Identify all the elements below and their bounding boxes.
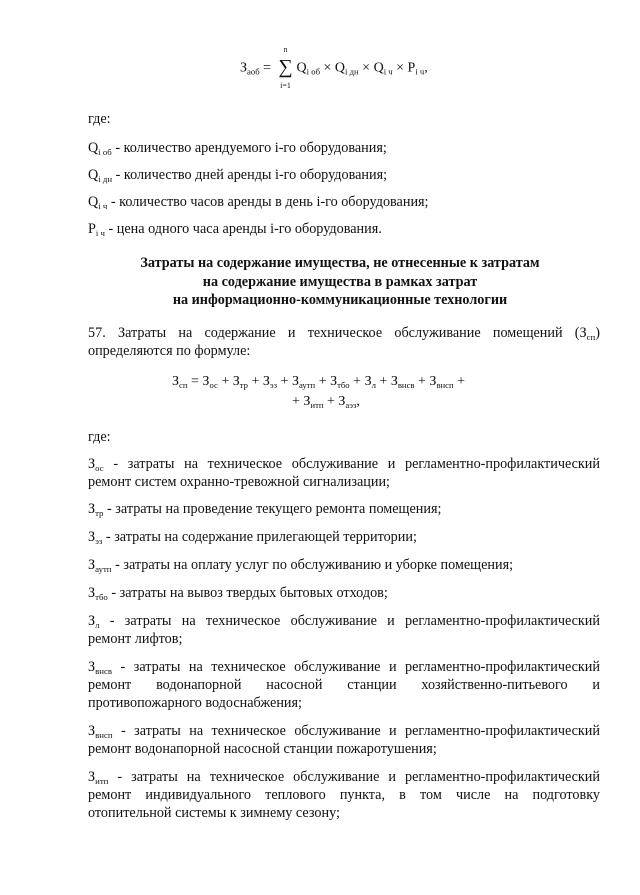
formula-symbol: З <box>202 374 210 389</box>
definition-symbol: З <box>88 585 96 601</box>
where-label: где: <box>88 429 111 445</box>
formula-symbol: З <box>390 374 398 389</box>
formula-subscript: i ч <box>415 66 425 77</box>
formula-symbol: Q <box>296 60 307 76</box>
formula-subscript: аэз <box>345 400 357 411</box>
definition-symbol: З <box>88 557 96 573</box>
formula-subscript: тр <box>239 380 248 391</box>
definition-symbol: З <box>88 723 96 739</box>
formula-subscript: сп <box>179 380 188 391</box>
formula-subscript: внсп <box>436 380 454 391</box>
definition-text: - затраты на вывоз твердых бытовых отходов; <box>107 585 388 601</box>
formula-operator: = <box>187 374 203 389</box>
formula-operator: × <box>392 60 408 76</box>
definition-text: - затраты на техническое обслуживание и регламентно-профилактический <box>112 723 600 739</box>
definition-text: - цена одного часа аренды i-го оборудования. <box>104 221 382 237</box>
formula-subscript: аутп <box>299 380 316 391</box>
definition-symbol: Q <box>88 140 99 156</box>
formula-symbol: З <box>364 374 372 389</box>
sum-lower-limit: i=1 <box>280 80 291 90</box>
definition-text: - количество часов аренды в день i-го оборудования; <box>107 194 429 210</box>
definition-subscript: аутп <box>95 564 112 575</box>
definition-z-vnsv-cont2: противопожарного водоснабжения; <box>88 695 302 711</box>
formula-subscript: аоб <box>247 66 260 77</box>
definition-subscript: ос <box>95 463 104 474</box>
formula-operator: + <box>292 394 304 409</box>
formula-subscript: тбо <box>337 380 350 391</box>
definition-q-ch <box>88 193 429 211</box>
formula-symbol: З <box>291 374 299 389</box>
definition-symbol: Q <box>88 167 99 183</box>
definition-symbol: З <box>88 613 96 629</box>
definition-p-ch <box>88 220 382 238</box>
definition-symbol: З <box>88 456 96 472</box>
definition-symbol: З <box>88 529 96 545</box>
definition-subscript: i об <box>98 147 112 158</box>
formula-symbol: З <box>240 60 248 76</box>
definition-z-tbo <box>88 584 388 602</box>
definition-symbol: З <box>88 769 96 785</box>
paragraph-text: 57. Затраты на содержание и техническое обслуживание помещений (З <box>88 325 587 341</box>
definition-subscript: тр <box>95 508 104 519</box>
formula-operator: + <box>375 374 391 389</box>
heading-line: на содержание имущества в рамках затрат <box>202 273 478 290</box>
definition-z-os-cont: ремонт систем охранно-тревожной сигнализации; <box>88 474 390 490</box>
definition-text: - затраты на техническое обслуживание и регламентно-профилактический <box>99 613 600 629</box>
definition-z-autp <box>88 556 513 574</box>
paragraph-text: ) <box>595 325 600 341</box>
formula-subscript: ос <box>209 380 218 391</box>
paragraph-subscript: сп <box>586 332 596 343</box>
sum-upper-limit: n <box>283 45 288 54</box>
formula-symbol: З <box>330 374 338 389</box>
formula-symbol: Q <box>373 60 384 76</box>
definition-text: - количество арендуемого i-го оборудования; <box>111 140 387 156</box>
heading-line: на информационно-коммуникационные технологии <box>172 292 508 309</box>
definition-text: - затраты на оплату услуг по обслуживанию и уборке помещения; <box>111 557 514 573</box>
definition-subscript: внсп <box>95 730 113 741</box>
formula-operator: + <box>217 374 233 389</box>
formula-operator: + <box>315 374 331 389</box>
formula-symbol: З <box>262 374 270 389</box>
definition-subscript: л <box>95 620 100 631</box>
definition-z-vnsp-cont: ремонт водонапорной насосной станции пожаротушения; <box>88 741 437 757</box>
definition-text: - количество дней аренды i-го оборудования; <box>112 167 388 183</box>
definition-q-ob <box>88 139 387 157</box>
definition-text: - затраты на техническое обслуживание и регламентно-профилактический <box>108 769 600 785</box>
formula-subscript: итп <box>310 400 324 411</box>
formula-operator: + <box>248 374 263 389</box>
formula-subscript: i об <box>306 66 320 77</box>
definition-z-l <box>88 612 600 630</box>
definition-subscript: внсв <box>95 666 113 677</box>
formula-operator: + <box>277 374 292 389</box>
definition-subscript: эз <box>95 536 103 547</box>
definition-subscript: i ч <box>98 201 108 212</box>
definition-z-itp-cont2: отопительной системы к зимнему сезону; <box>88 805 340 821</box>
sum-symbol: ∑ <box>278 56 293 78</box>
formula-operator: + <box>453 374 466 389</box>
formula-subscript: i ч <box>383 66 393 77</box>
formula-operator: + <box>414 374 430 389</box>
formula-symbol: З <box>172 374 180 389</box>
formula-symbol: Q <box>334 60 346 76</box>
definition-z-vnsv-cont: ремонт водонапорной насосной станции хозяйственно-питьевого и <box>88 677 600 693</box>
heading-line: Затраты на содержание имущества, не отнесенные к затратам <box>140 255 540 271</box>
definition-z-l-cont: ремонт лифтов; <box>88 631 183 647</box>
formula-subscript: эз <box>269 380 278 391</box>
definition-text: - затраты на техническое обслуживание и регламентно-профилактический <box>112 659 600 675</box>
definition-z-os <box>88 455 600 473</box>
formula-operator: × <box>358 60 374 76</box>
paragraph-57-line1 <box>88 324 600 342</box>
formula-operator: × <box>319 60 335 76</box>
definition-z-itp <box>88 768 600 786</box>
formula-sp-row2 <box>292 393 360 411</box>
formula-operator: + <box>323 394 339 409</box>
sum-sign <box>276 45 296 90</box>
definition-text: - затраты на техническое обслуживание и регламентно-профилактический <box>103 456 600 472</box>
formula-symbol: З <box>429 374 437 389</box>
formula-symbol: P <box>407 60 416 76</box>
formula-subscript: л <box>371 380 376 391</box>
formula-operator: = <box>259 60 275 76</box>
formula-subscript: внсв <box>397 380 415 391</box>
definition-subscript: i ч <box>95 228 105 239</box>
definition-q-dn <box>88 166 387 184</box>
formula-symbol: З <box>232 374 240 389</box>
definition-subscript: тбо <box>95 592 108 603</box>
formula-punctuation: , <box>424 60 428 76</box>
definition-text: - затраты на содержание прилегающей территории; <box>102 529 417 545</box>
paragraph-57-line2: определяются по формуле: <box>88 343 251 359</box>
formula-subscript: i дн <box>345 66 359 77</box>
definition-z-tr <box>88 500 441 518</box>
formula-operator: + <box>349 374 365 389</box>
definition-z-itp-cont: ремонт индивидуального теплового пункта, в том числе на подготовку <box>88 787 600 803</box>
definition-subscript: итп <box>95 776 109 787</box>
definition-symbol: З <box>88 501 96 517</box>
definition-z-ez <box>88 528 417 546</box>
definition-text: - затраты на проведение текущего ремонта помещения; <box>103 501 442 517</box>
definition-subscript: i дн <box>98 174 113 185</box>
definition-symbol: P <box>88 221 96 237</box>
definition-z-vnsv <box>88 658 600 676</box>
definition-symbol: З <box>88 659 96 675</box>
formula-symbol: З <box>303 394 311 409</box>
where-label: где: <box>88 111 111 127</box>
definition-symbol: Q <box>88 194 99 210</box>
formula-sp-row1 <box>172 373 465 391</box>
formula-operator: , <box>356 394 360 409</box>
formula-symbol: З <box>338 394 346 409</box>
section-heading <box>120 254 560 310</box>
definition-z-vnsp <box>88 722 600 740</box>
formula-aob <box>240 45 428 90</box>
